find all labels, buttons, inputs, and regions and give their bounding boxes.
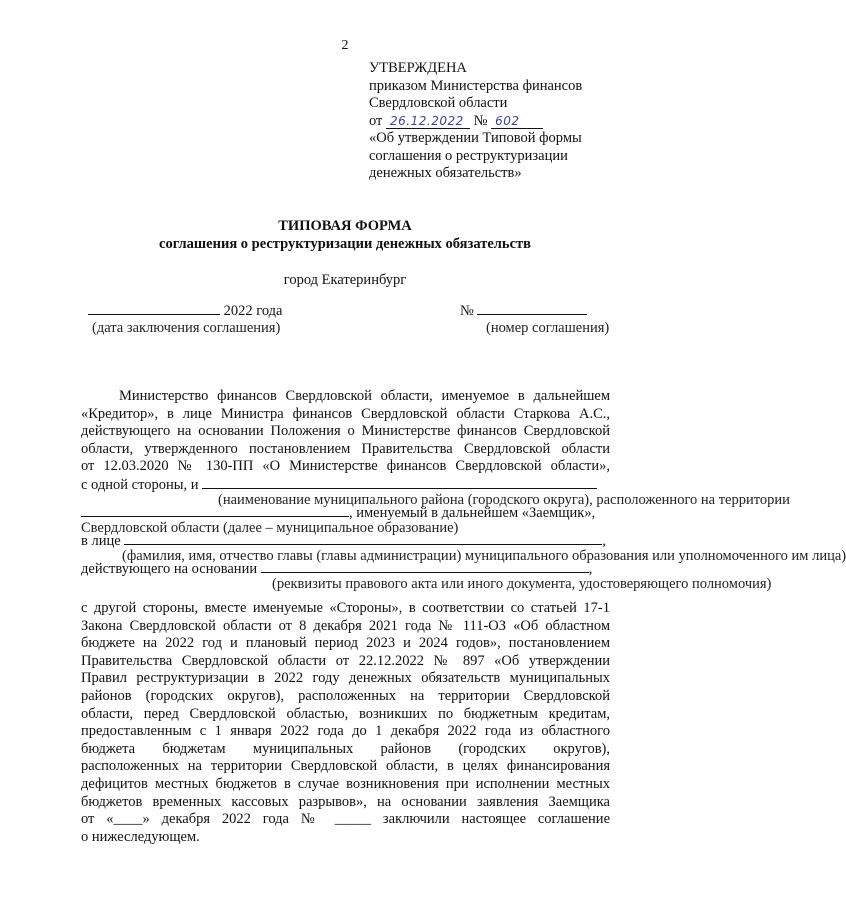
basis-comma: , (588, 561, 593, 577)
approval-number-handwritten: 602 (491, 114, 543, 129)
main-line: районов (городских округов), расположенных на территории Свердловской (81, 687, 610, 704)
main-line: с другой стороны, вместе именуемые «Стороны», в соответствии со статьей 17-1 (81, 600, 610, 616)
main-paragraph (81, 600, 610, 846)
main-line: о нижеследующем. (81, 828, 200, 845)
approval-line-6: денежных обязательств» (369, 165, 522, 181)
approval-line-5: соглашения о реструктуризации (369, 147, 568, 164)
municipality-name-blank (202, 476, 597, 489)
agreement-date-field (88, 302, 282, 320)
person-name-blank (124, 532, 602, 545)
approval-title: УТВЕРЖДЕНА (369, 60, 467, 76)
agreement-date-caption: (дата заключения соглашения) (92, 320, 281, 336)
approval-date-prefix: от (369, 112, 383, 129)
form-subtitle: соглашения о реструктуризации денежных обязательств (159, 236, 531, 252)
approval-number-prefix: № (473, 112, 488, 129)
person-prefix: в лице (81, 533, 121, 549)
intro-line: «Кредитор», в лице Министра финансов Свердловской области Старкова А.С., (81, 405, 610, 422)
form-title: ТИПОВАЯ ФОРМА (278, 218, 412, 234)
agreement-number-blank (477, 302, 587, 315)
approval-stamp-block (369, 60, 631, 183)
main-line: расположенных на территории Свердловской области, в целях финансирования (81, 758, 610, 775)
agreement-number-sign: № (460, 303, 474, 319)
main-line: Закона Свердловской области от 8 декабря 2021 года № 111-ОЗ «Об областном (81, 617, 610, 634)
municipality-name-caption: (наименование муниципального района (городского округа), расположенного на территории (218, 492, 790, 508)
intro-line: действующего на основании Положения о Министерстве финансов Свердловской (81, 423, 610, 440)
intro-line: области, утвержденного постановлением Правительства Свердловской области (81, 440, 610, 457)
agreement-number-caption: (номер соглашения) (486, 320, 610, 336)
basis-caption: (реквизиты правового акта или иного документа, удостоверяющего полномочия) (272, 576, 772, 592)
main-line: бюджетов временных кассовых разрывов», на основании заявления Заемщика (81, 793, 610, 810)
main-line: бюджета бюджетам муниципальных районов (городских округов), (81, 740, 610, 757)
person-comma: , (602, 533, 606, 549)
main-line: области, перед Свердловской областью, возникших по бюджетным кредитам, (81, 705, 610, 722)
intro-line: от 12.03.2020 № 130-ПП «О Министерстве финансов Свердловской области», (81, 458, 610, 475)
main-line: дефицитов местных бюджетов в случае возникновения при исполнении местных (81, 775, 610, 792)
approval-line-4: «Об утверждении Типовой формы (369, 130, 582, 146)
intro-line: Министерство финансов Свердловской области, именуемое в дальнейшем (119, 388, 610, 404)
person-caption: (фамилия, имя, отчество главы (главы администрации) муниципального образования или уполномоченного им лица) (122, 548, 846, 564)
main-line: от «____» декабря 2022 года № _____ заключили настоящее соглашение (81, 811, 610, 828)
borrower-label: , именуемый в дальнейшем «Заемщик», (349, 505, 596, 521)
main-line: Правительства Свердловской области от 22.12.2022 № 897 «Об утверждении (81, 652, 610, 669)
basis-prefix: действующего на основании (81, 561, 258, 577)
agreement-number-field (460, 302, 587, 320)
approval-date-line (369, 113, 631, 131)
borrower-name-blank (81, 504, 349, 517)
one-side-label: с одной стороны, и (81, 477, 199, 493)
agreement-date-blank (88, 302, 220, 315)
approval-date-handwritten: 26.12.2022 (386, 114, 470, 129)
main-line: предоставленным с 1 января 2022 года до 1 декабря 2022 года из областного (81, 723, 610, 740)
main-line: бюджете на 2022 год и плановый период 2023 и 2024 годов», постановлением (81, 635, 610, 652)
approval-line-2: Свердловской области (369, 95, 508, 111)
main-line: Правил реструктуризации в 2022 году денежных обязательств муниципальных (81, 670, 610, 687)
borrower-caption: Свердловской области (далее – муниципальное образование) (81, 520, 459, 536)
intro-paragraph (81, 388, 610, 476)
basis-document-blank (261, 560, 589, 573)
page-number: 2 (341, 38, 349, 53)
approval-line-1: приказом Министерства финансов (369, 77, 583, 94)
city-line: город Екатеринбург (283, 272, 407, 288)
agreement-year-text: 2022 года (223, 303, 283, 319)
